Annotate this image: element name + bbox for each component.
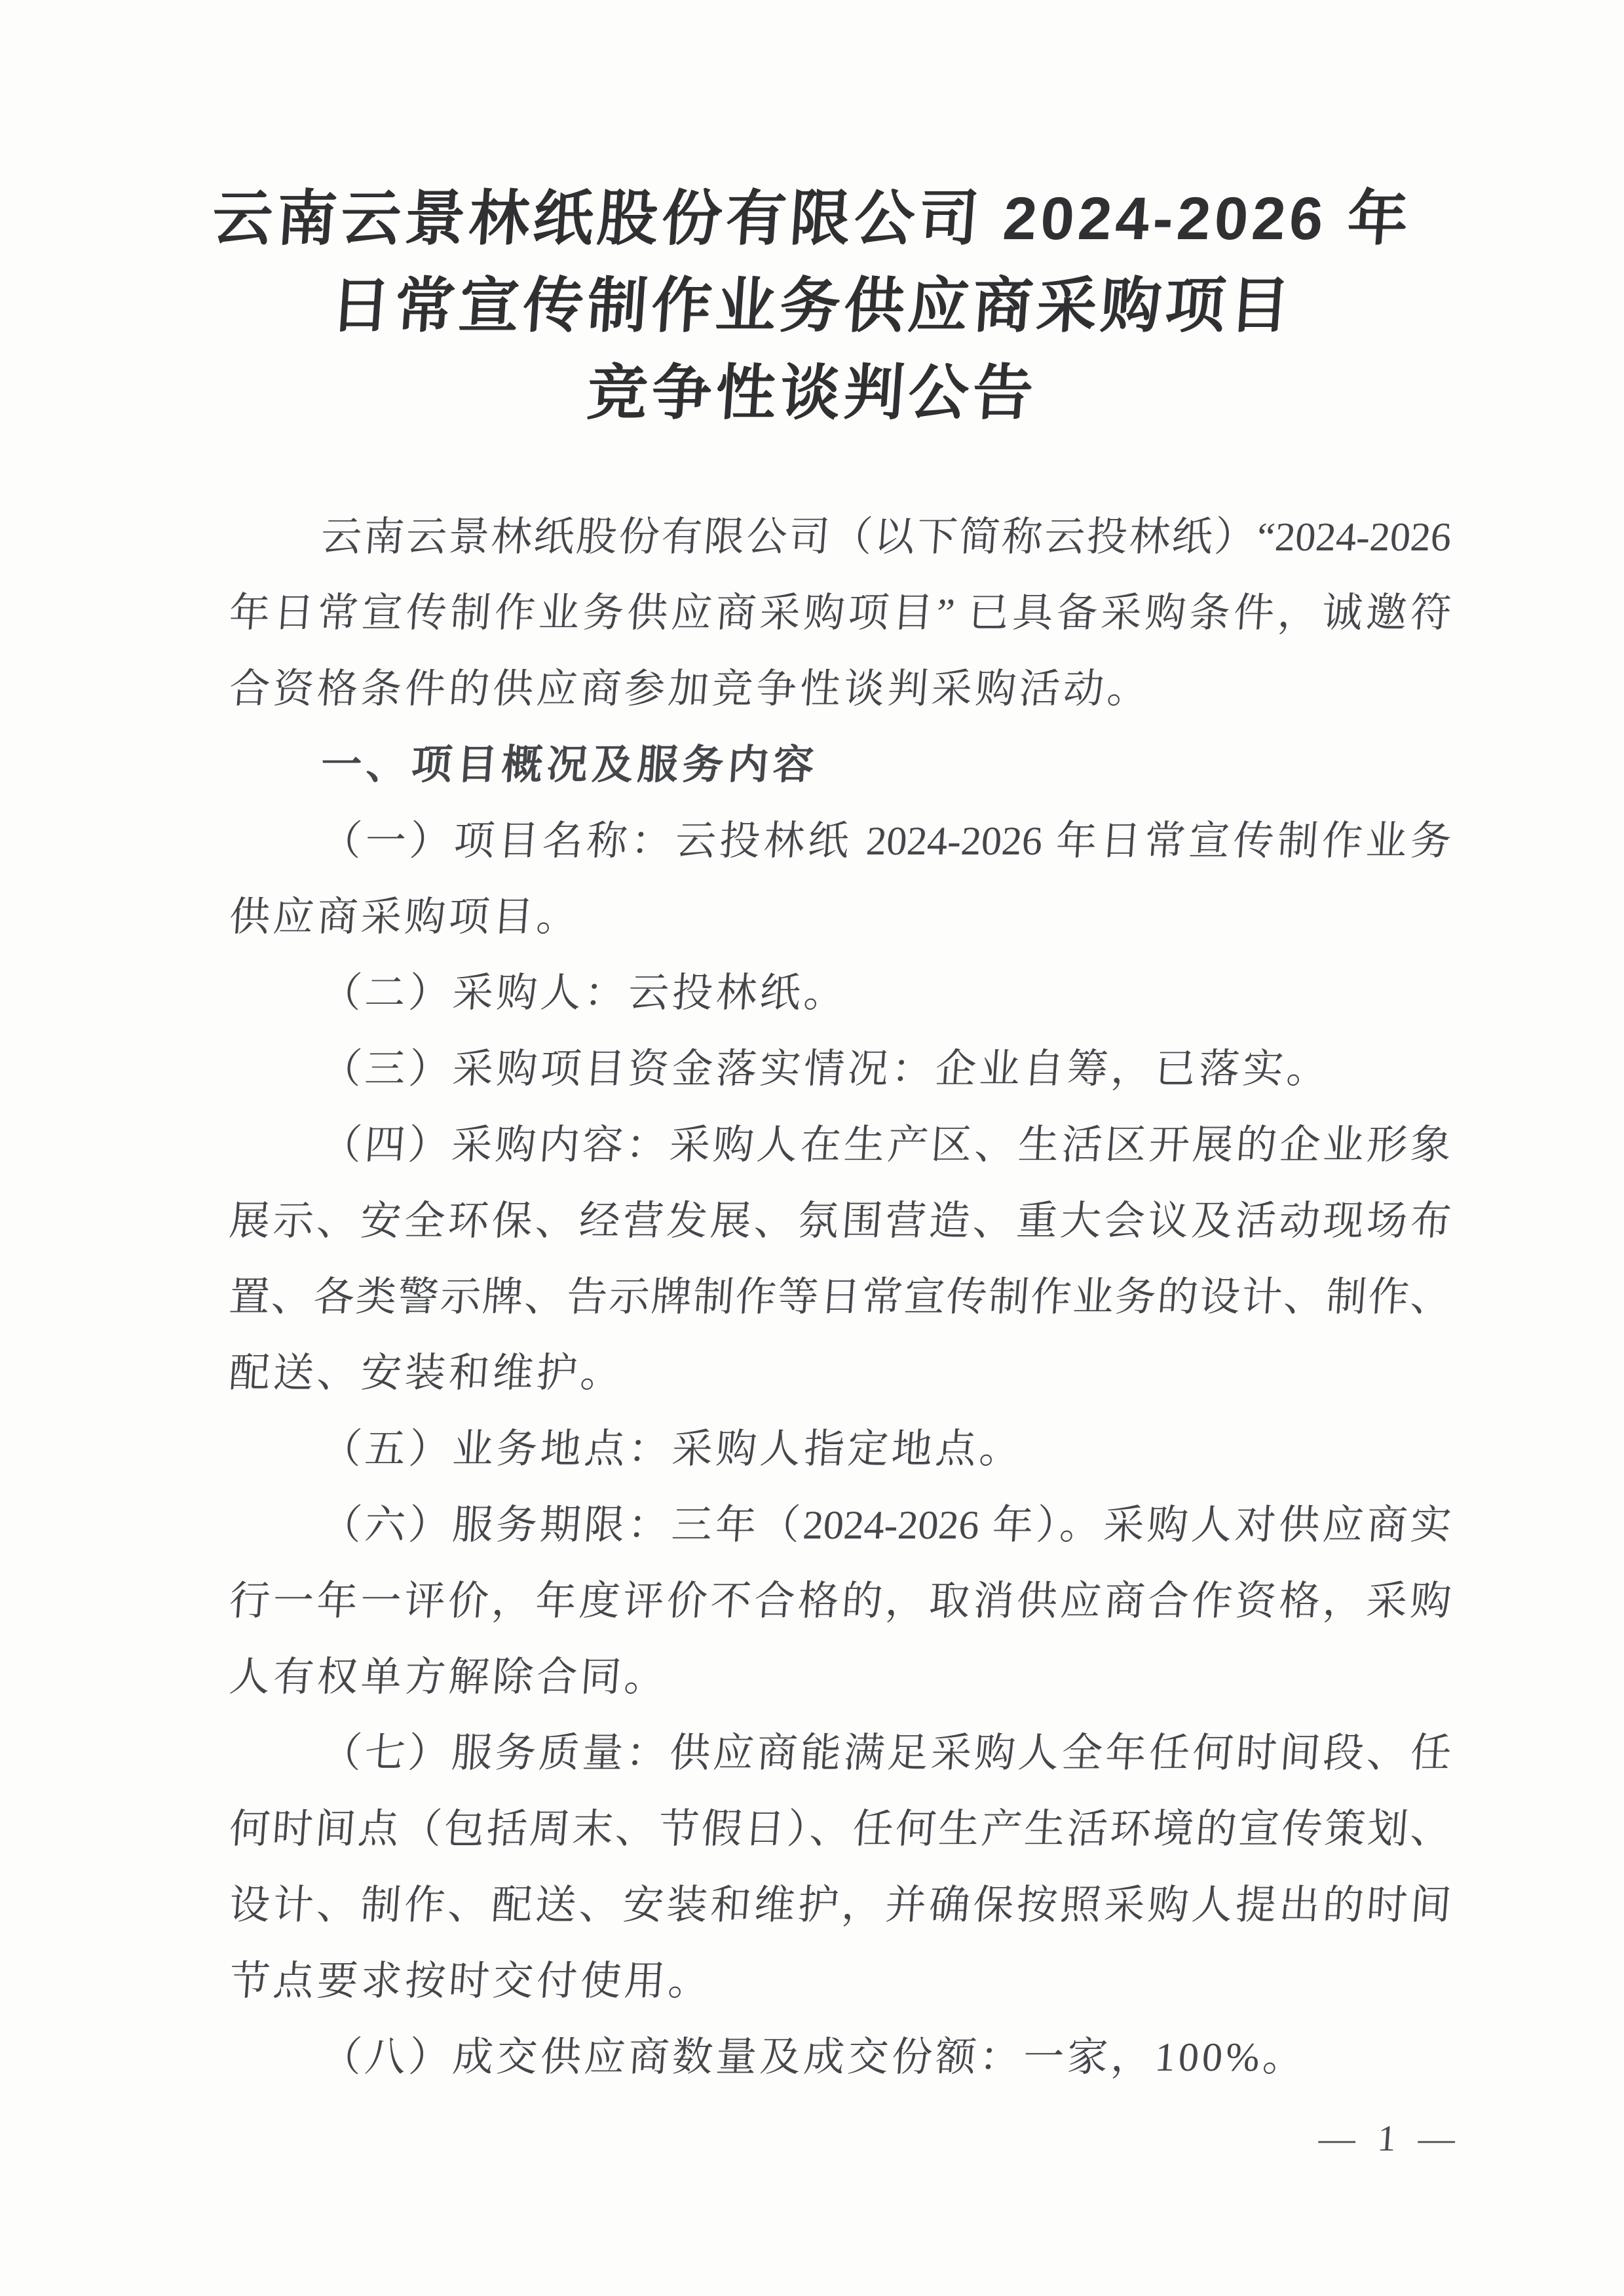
document-line: 云南云景林纸股份有限公司（以下简称云投林纸）“2024-2026 [319,515,1453,560]
document-line: 展示、安全环保、经营发展、氛围营造、重大会议及活动现场布 [227,1199,1453,1244]
document-title-line: 日常宣传制作业务供应商采购项目 [328,273,1296,339]
document-line: 供应商采购项目。 [227,895,582,940]
document-body [229,499,1451,2095]
document-line: （三）采购项目资金落实情况：企业自筹，已落实。 [319,1047,1332,1092]
document-line: （一）项目名称：云投林纸 2024-2026 年日常宣传制作业务 [319,819,1453,864]
document-line: （五）业务地点：采购人指定地点。 [319,1427,1025,1472]
document-line: 设计、制作、配送、安装和维护，并确保按照采购人提出的时间 [227,1883,1453,1928]
document-line: 置、各类警示牌、告示牌制作等日常宣传制作业务的设计、制作、 [227,1275,1453,1320]
document-line: 一、项目概况及服务内容 [319,742,820,788]
document-line: 何时间点（包括周末、节假日）、任何生产生活环境的宣传策划、 [227,1807,1453,1852]
document-line: 合资格条件的供应商参加竞争性谈判采购活动。 [227,667,1153,712]
document-line: 人有权单方解除合同。 [227,1655,670,1700]
document-title-line: 云南云景林纸股份有限公司 2024-2026 年 [210,185,1414,252]
document-line: （二）采购人：云投林纸。 [319,971,850,1016]
document-line: 年日常宣传制作业务供应商采购项目” 已具备采购条件，诚邀符 [227,591,1453,636]
document-line: 行一年一评价，年度评价不合格的，取消供应商合作资格，采购 [227,1579,1453,1624]
page-number: — 1 — [1317,2118,1463,2159]
document-line: （八）成交供应商数量及成交份额：一家，100%。 [319,2035,1309,2080]
document-line: （六）服务期限：三年（2024-2026 年）。采购人对供应商实 [319,1503,1453,1548]
document-title-line: 竞争性谈判公告 [584,360,1040,427]
document-line: 配送、安装和维护。 [227,1351,626,1396]
document-title [0,176,1624,437]
document-line: （七）服务质量：供应商能满足采购人全年任何时间段、任 [319,1731,1453,1776]
document-line: 节点要求按时交付使用。 [227,1959,714,2004]
document-line: （四）采购内容：采购人在生产区、生活区开展的企业形象 [319,1123,1453,1168]
